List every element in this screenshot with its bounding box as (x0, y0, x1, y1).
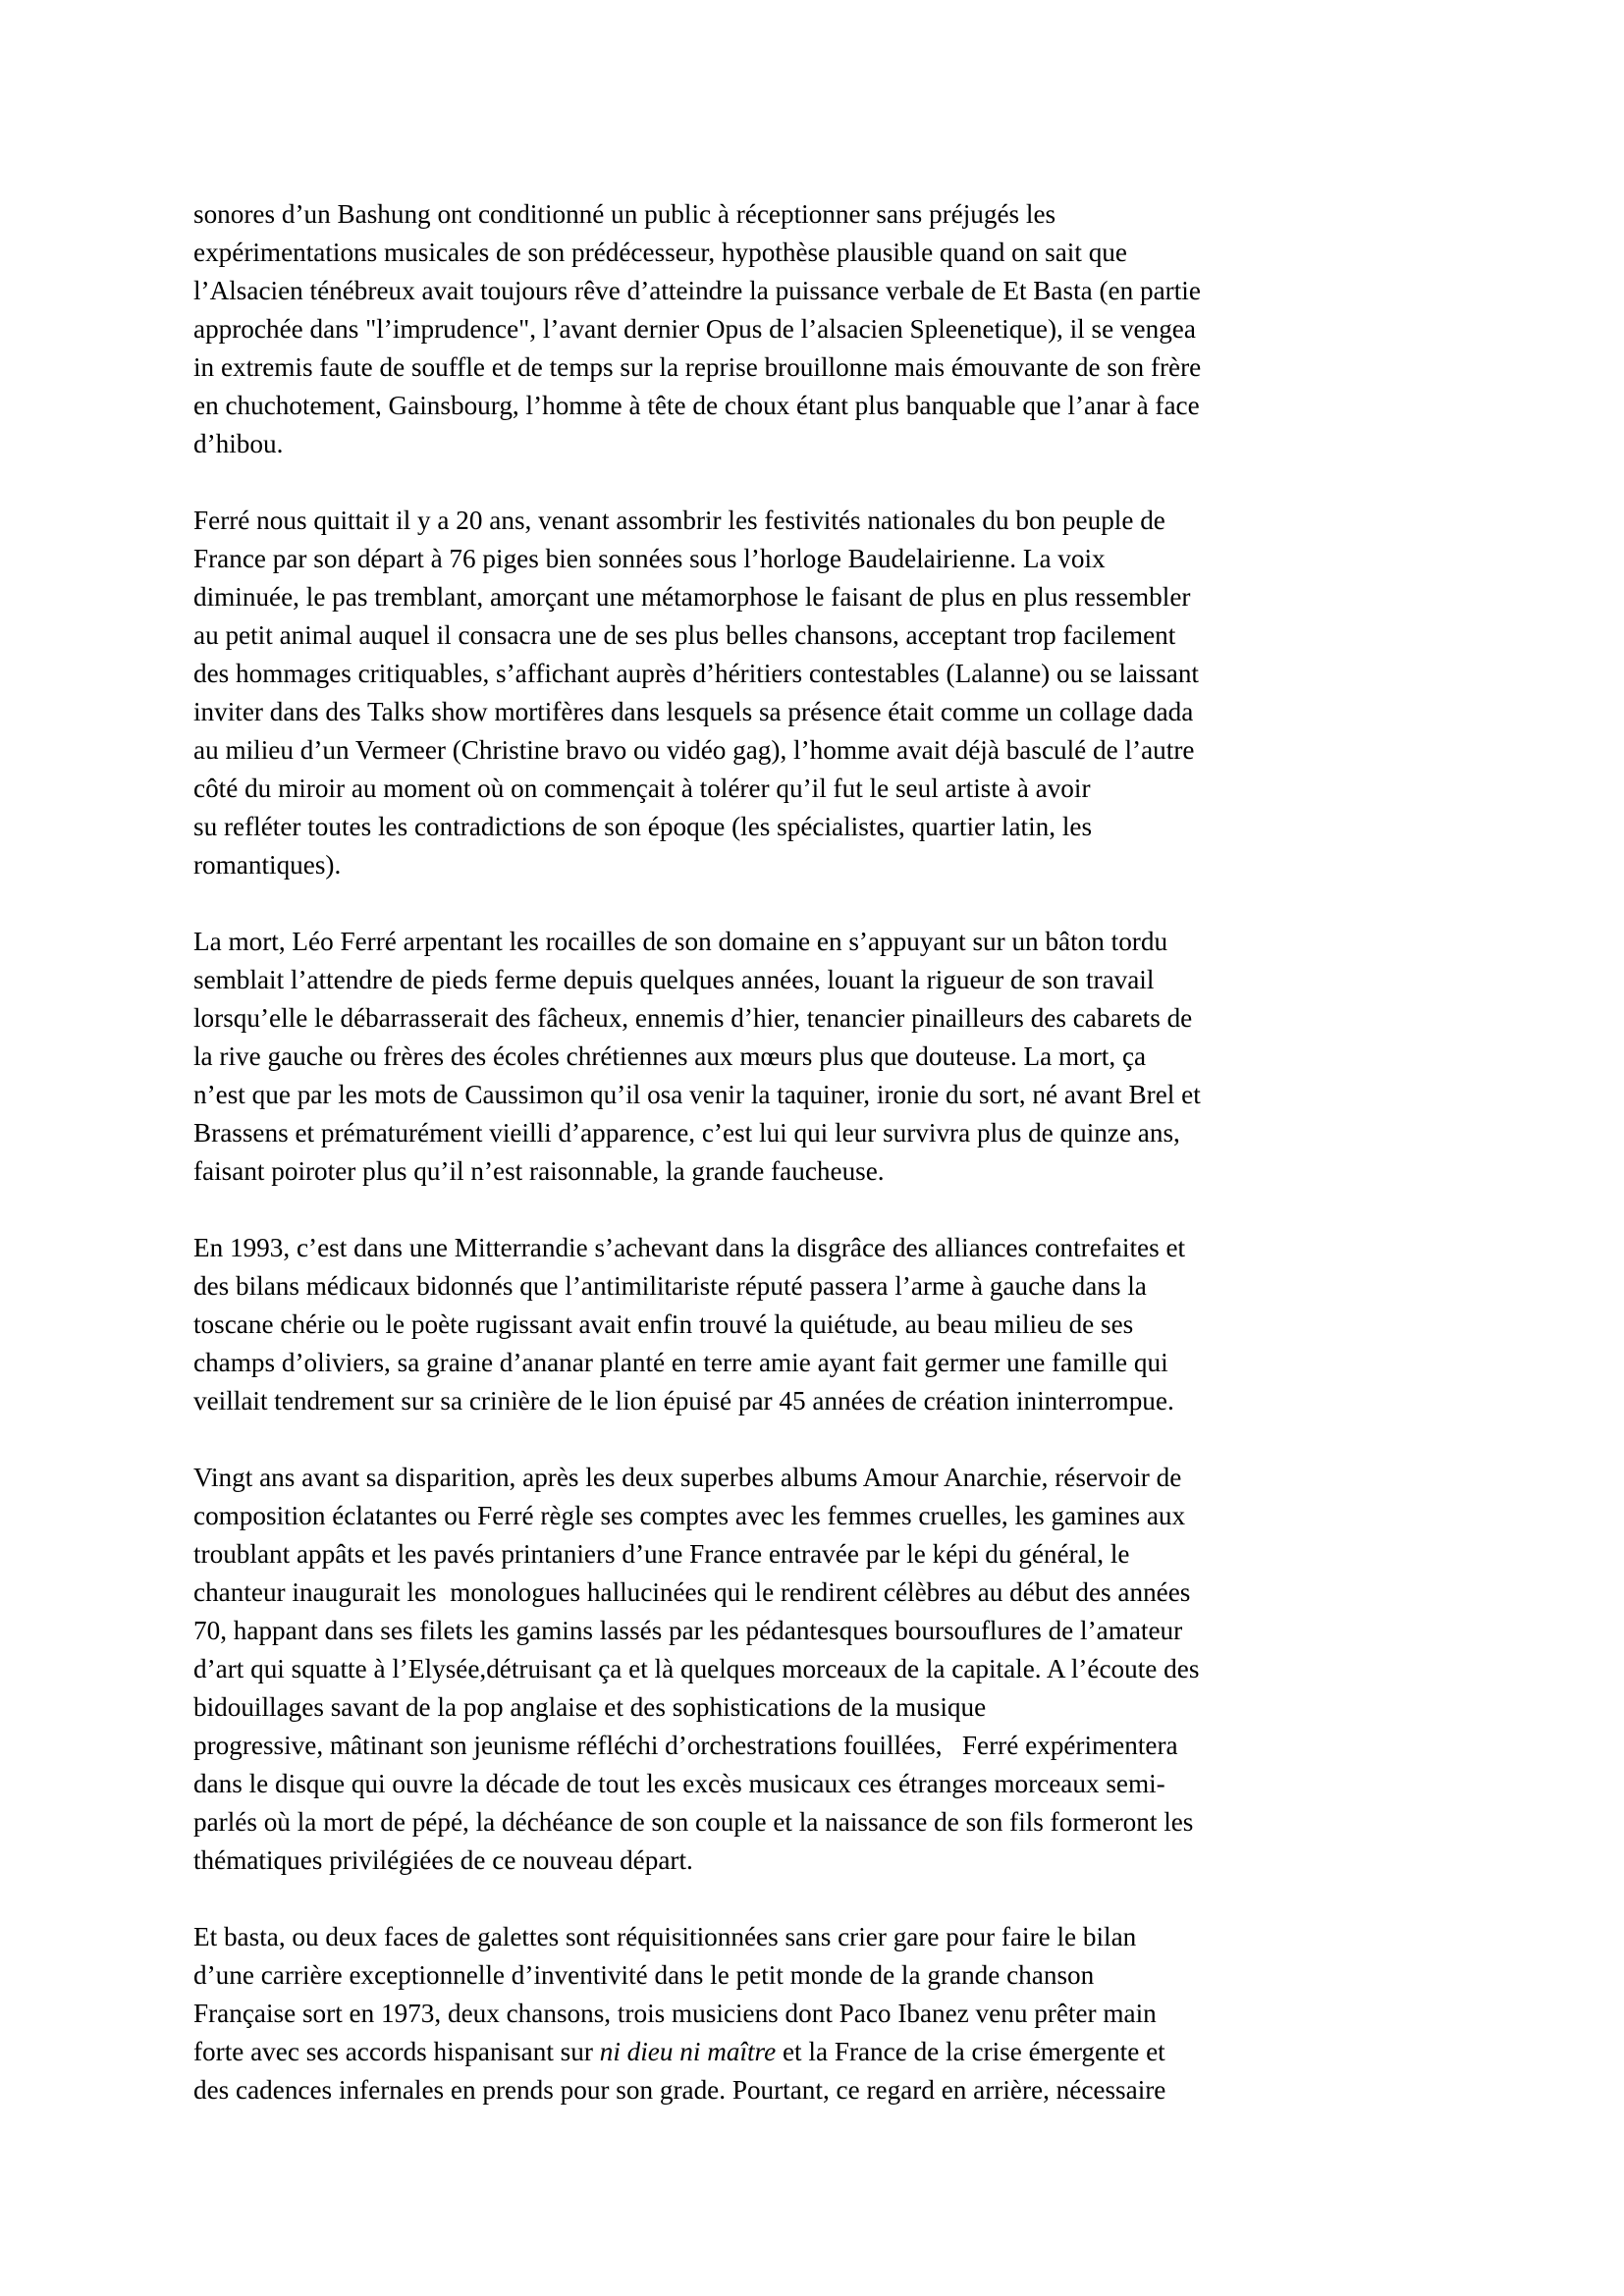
song-title-italic: ni dieu ni maître (599, 2037, 777, 2066)
paragraph-la-mort (193, 923, 1440, 1191)
text-line: France par son départ à 76 piges bien sonnées sous l’horloge Baudelairienne. La voix (193, 544, 1106, 573)
text-line: chanteur inaugurait les monologues hallucinées qui le rendirent célèbres au début des années (193, 1577, 1191, 1607)
paragraph-ferre-quittait (193, 502, 1440, 884)
text-line: lorsqu’elle le débarrasserait des fâcheux, ennemis d’hier, tenancier pinailleurs des cabarets de (193, 1003, 1193, 1033)
text-segment: et la France de la crise émergente et (776, 2037, 1165, 2066)
text-line: bidouillages savant de la pop anglaise et des sophistications de la musique (193, 1692, 987, 1722)
paragraph-et-basta (193, 1918, 1440, 2109)
text-line: thématiques privilégiées de ce nouveau départ. (193, 1845, 693, 1875)
text-line: au milieu d’un Vermeer (Christine bravo ou vidéo gag), l’homme avait déjà basculé de l’autre (193, 735, 1195, 765)
text-line: toscane chérie ou le poète rugissant avait enfin trouvé la quiétude, au beau milieu de ses (193, 1309, 1134, 1339)
text-line: expérimentations musicales de son prédécesseur, hypothèse plausible quand on sait que (193, 238, 1127, 267)
text-line: En 1993, c’est dans une Mitterrandie s’achevant dans la disgrâce des alliances contrefaites et (193, 1233, 1186, 1262)
text-line: semblait l’attendre de pieds ferme depuis quelques années, louant la rigueur de son travail (193, 965, 1155, 994)
text-line: Ferré nous quittait il y a 20 ans, venant assombrir les festivités nationales du bon peuple de (193, 506, 1165, 535)
text-line: in extremis faute de souffle et de temps sur la reprise brouillonne mais émouvante de son frère (193, 352, 1202, 382)
text-line: des cadences infernales en prends pour son grade. Pourtant, ce regard en arrière, nécessaire (193, 2075, 1166, 2105)
text-line: des hommages critiquables, s’affichant auprès d’héritiers contestables (Lalanne) ou se laissant (193, 659, 1199, 688)
text-line: diminuée, le pas tremblant, amorçant une métamorphose le faisant de plus en plus ressembler (193, 582, 1191, 612)
text-line: La mort, Léo Ferré arpentant les rocailles de son domaine en s’appuyant sur un bâton tordu (193, 927, 1168, 956)
text-line: Brassens et prématurément vieilli d’apparence, c’est lui qui leur survivra plus de quinze ans, (193, 1118, 1180, 1148)
text-line: Et basta, ou deux faces de galettes sont réquisitionnées sans crier gare pour faire le bilan (193, 1922, 1137, 1951)
text-line: Vingt ans avant sa disparition, après les deux superbes albums Amour Anarchie, réservoir de (193, 1463, 1182, 1492)
text-line: faisant poiroter plus qu’il n’est raisonnable, la grande faucheuse. (193, 1156, 885, 1186)
text-line: progressive, mâtinant son jeunisme réfléchi d’orchestrations fouillées, Ferré expérimentera (193, 1731, 1178, 1760)
document-body (193, 195, 1440, 2148)
paragraph-bashung (193, 195, 1440, 463)
text-line: la rive gauche ou frères des écoles chrétiennes aux mœurs plus que douteuse. La mort, ça (193, 1041, 1147, 1071)
text-line: d’une carrière exceptionnelle d’inventivité dans le petit monde de la grande chanson (193, 1960, 1095, 1990)
text-segment: forte avec ses accords hispanisant sur (193, 2037, 600, 2066)
text-line: composition éclatantes ou Ferré règle ses comptes avec les femmes cruelles, les gamines aux (193, 1501, 1186, 1530)
text-line: 70, happant dans ses filets les gamins lassés par les pédantesques boursouflures de l’amateur (193, 1616, 1183, 1645)
text-line: d’art qui squatte à l’Elysée,détruisant ça et là quelques morceaux de la capitale. A l’écoute des (193, 1654, 1200, 1683)
text-line: parlés où la mort de pépé, la déchéance de son couple et la naissance de son fils formeront les (193, 1807, 1194, 1837)
text-line: sonores d’un Bashung ont conditionné un public à réceptionner sans préjugés les (193, 199, 1056, 229)
text-line: d’hibou. (193, 429, 284, 458)
text-line: champs d’oliviers, sa graine d’ananar planté en terre amie ayant fait germer une famille qui (193, 1348, 1168, 1377)
text-line: côté du miroir au moment où on commençait à tolérer qu’il fut le seul artiste à avoir (193, 774, 1091, 803)
text-line: troublant appâts et les pavés printaniers d’une France entravée par le képi du général, le (193, 1539, 1130, 1569)
text-line: dans le disque qui ouvre la décade de tout les excès musicaux ces étranges morceaux semi- (193, 1769, 1165, 1798)
text-line: veillait tendrement sur sa crinière de le lion épuisé par 45 années de création ininterrompue. (193, 1386, 1174, 1415)
text-line: romantiques). (193, 850, 342, 880)
text-line: en chuchotement, Gainsbourg, l’homme à tête de choux étant plus banquable que l’anar à face (193, 391, 1200, 420)
text-line: au petit animal auquel il consacra une de ses plus belles chansons, acceptant trop facilement (193, 620, 1176, 650)
text-line: l’Alsacien ténébreux avait toujours rêve d’atteindre la puissance verbale de Et Basta (en partie (193, 276, 1201, 305)
text-line: Française sort en 1973, deux chansons, trois musiciens dont Paco Ibanez venu prêter main (193, 1999, 1157, 2028)
text-line: des bilans médicaux bidonnés que l’antimilitariste réputé passera l’arme à gauche dans la (193, 1271, 1147, 1301)
text-line: n’est que par les mots de Caussimon qu’il osa venir la taquiner, ironie du sort, né avant Brel et (193, 1080, 1201, 1109)
paragraph-1993 (193, 1229, 1440, 1420)
text-line: approchée dans "l’imprudence", l’avant dernier Opus de l’alsacien Spleenetique), il se vengea (193, 314, 1196, 344)
text-line: inviter dans des Talks show mortifères dans lesquels sa présence était comme un collage dada (193, 697, 1194, 726)
text-line-with-italic (193, 2033, 1440, 2071)
paragraph-vingt-ans (193, 1459, 1440, 1880)
text-line: su refléter toutes les contradictions de son époque (les spécialistes, quartier latin, les (193, 812, 1093, 841)
